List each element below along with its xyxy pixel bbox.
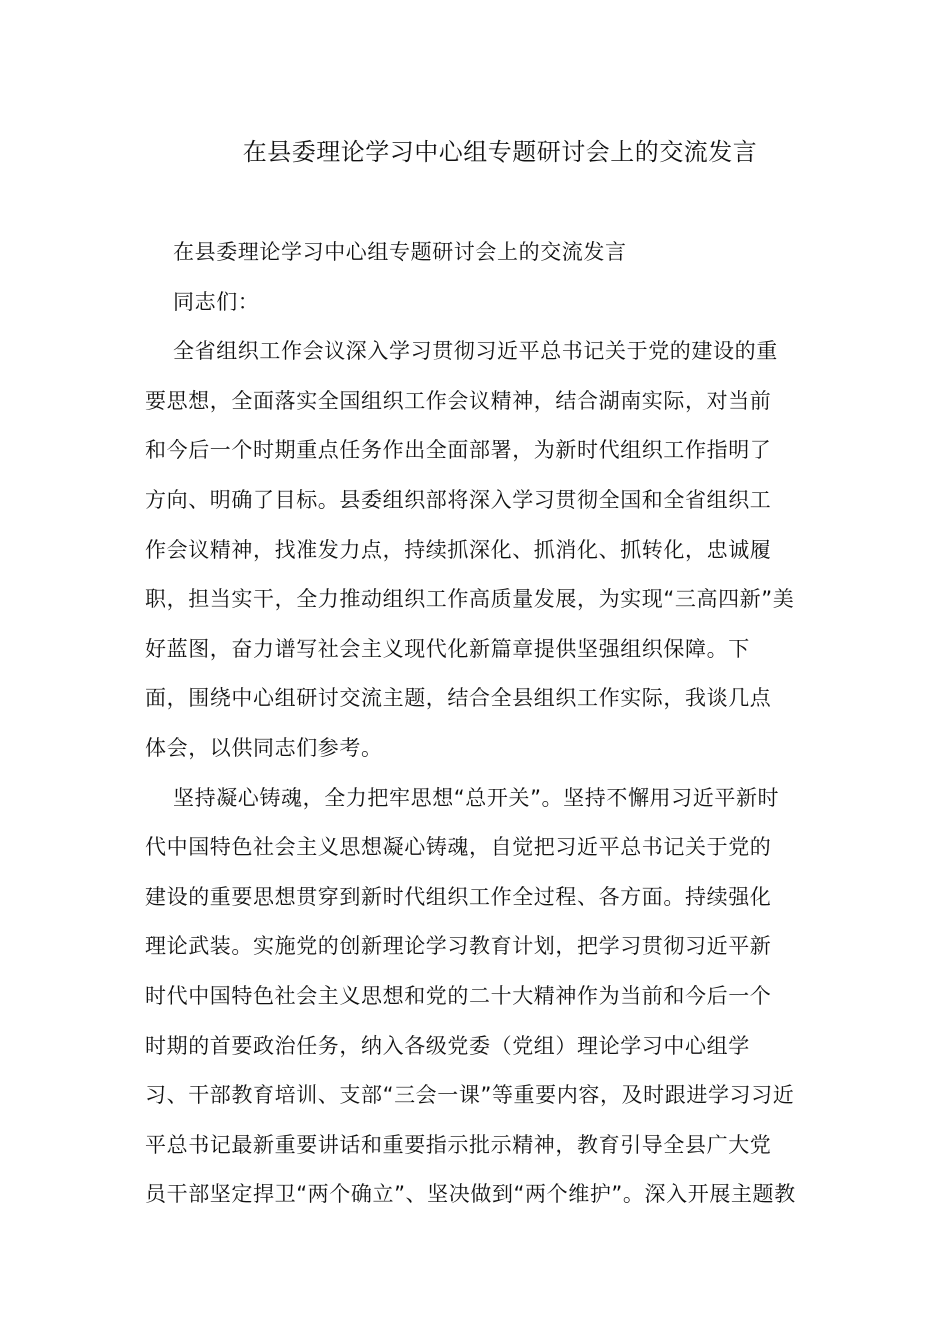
paragraph-line: 全省组织工作会议深入学习贯彻习近平总书记关于党的建设的重 bbox=[173, 339, 778, 364]
paragraph-ideology bbox=[145, 774, 810, 1220]
document-body bbox=[145, 228, 810, 1220]
paragraph-line: 好蓝图，奋力谱写社会主义现代化新篇章提供坚强组织保障。下 bbox=[145, 636, 750, 661]
paragraph-line: 代中国特色社会主义思想凝心铸魂，自觉把习近平总书记关于党的 bbox=[145, 835, 772, 860]
paragraph-line: 方向、明确了目标。县委组织部将深入学习贯彻全国和全省组织工 bbox=[145, 487, 772, 512]
paragraph-line: 时代中国特色社会主义思想和党的二十大精神作为当前和今后一个 bbox=[145, 983, 772, 1008]
paragraph-line: 和今后一个时期重点任务作出全面部署，为新时代组织工作指明了 bbox=[145, 438, 772, 463]
paragraph-line: 坚持凝心铸魂，全力把牢思想“总开关”。坚持不懈用习近平新时 bbox=[173, 785, 780, 810]
paragraph-intro bbox=[145, 327, 810, 773]
paragraph-line: 体会，以供同志们参考。 bbox=[145, 735, 383, 760]
paragraph-line: 理论武装。实施党的创新理论学习教育计划，把学习贯彻习近平新 bbox=[145, 934, 772, 959]
paragraph-line: 职，担当实干，全力推动组织工作高质量发展，为实现“三高四新”美 bbox=[145, 587, 795, 612]
paragraph-line: 要思想，全面落实全国组织工作会议精神，结合湖南实际，对当前 bbox=[145, 388, 772, 413]
document-subtitle: 在县委理论学习中心组专题研讨会上的交流发言 bbox=[173, 240, 627, 264]
paragraph-line: 建设的重要思想贯穿到新时代组织工作全过程、各方面。持续强化 bbox=[145, 884, 772, 909]
paragraph-line: 面，围绕中心组研讨交流主题，结合全县组织工作实际，我谈几点 bbox=[145, 686, 772, 711]
paragraph-line: 习、干部教育培训、支部“三会一课”等重要内容，及时跟进学习习近 bbox=[145, 1083, 795, 1108]
paragraph-line: 员干部坚定捍卫“两个确立”、坚决做到“两个维护”。深入开展主题教 bbox=[145, 1182, 796, 1207]
paragraph-line: 时期的首要政治任务，纳入各级党委（党组）理论学习中心组学 bbox=[145, 1033, 750, 1058]
paragraph-line: 作会议精神，找准发力点，持续抓深化、抓消化、抓转化，忠诚履 bbox=[145, 537, 772, 562]
salutation: 同志们： bbox=[173, 289, 260, 314]
document-title: 在县委理论学习中心组专题研讨会上的交流发言 bbox=[242, 138, 758, 166]
paragraph-line: 平总书记最新重要讲话和重要指示批示精神，教育引导全县广大党 bbox=[145, 1132, 772, 1157]
